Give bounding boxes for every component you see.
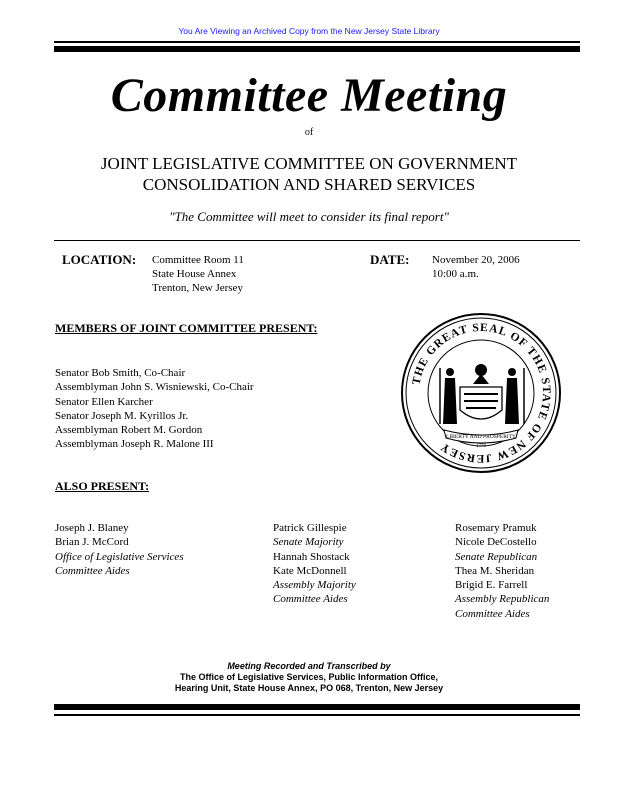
member-name: Assemblyman Robert M. Gordon [55, 424, 203, 437]
archive-notice: You Are Viewing an Archived Copy from the New Jersey State Library [178, 26, 440, 36]
location-line: Committee Room 11 [152, 254, 244, 266]
also-present-heading: ALSO PRESENT: [55, 479, 150, 493]
committee-name-line: CONSOLIDATION AND SHARED SERVICES [142, 175, 476, 194]
staff-role: Committee Aides [455, 607, 530, 620]
member-name: Senator Ellen Karcher [55, 395, 153, 408]
seal-year: 1776 [476, 444, 486, 449]
member-name: Senator Joseph M. Kyrillos Jr. [55, 409, 189, 422]
of-label: of [304, 127, 314, 138]
staff-name: Brian J. McCord [55, 536, 129, 549]
staff-name: Kate McDonnell [273, 564, 347, 577]
staff-name: Thea M. Sheridan [455, 564, 535, 577]
page-title: Committee Meeting [110, 69, 508, 122]
member-name: Assemblyman John S. Wisniewski, Co-Chair [55, 381, 254, 394]
top-rule-thin [54, 41, 580, 43]
staff-name: Nicole DeCostello [455, 536, 537, 549]
credit-line: The Office of Legislative Services, Public Information Office, [179, 672, 439, 682]
section-divider [54, 240, 580, 241]
staff-name: Hannah Shostack [273, 550, 350, 563]
staff-name: Rosemary Pramuk [455, 522, 537, 534]
staff-role: Office of Legislative Services [55, 550, 184, 563]
location-line: Trenton, New Jersey [152, 282, 243, 294]
members-heading: MEMBERS OF JOINT COMMITTEE PRESENT: [55, 321, 318, 335]
transcription-credit [0, 661, 618, 694]
staff-role: Senate Republican [455, 550, 538, 563]
staff-role: Assembly Republican [455, 593, 550, 606]
member-name: Senator Bob Smith, Co-Chair [55, 367, 186, 379]
staff-role: Committee Aides [273, 593, 348, 606]
committee-name-line: JOINT LEGISLATIVE COMMITTEE ON GOVERNMENT [100, 154, 518, 173]
date-label: DATE: [370, 252, 410, 267]
date-line: 10:00 a.m. [432, 268, 479, 280]
credit-line: Meeting Recorded and Transcribed by [227, 661, 391, 671]
date-value [432, 253, 520, 281]
location-value [152, 253, 244, 295]
credit-line: Hearing Unit, State House Annex, PO 068, Trenton, New Jersey [174, 683, 444, 693]
seal-text: THE GREAT SEAL OF THE STATE OF NEW JERSEY [410, 321, 553, 465]
staff-name: Patrick Gillespie [273, 522, 347, 534]
also-present-col-3 [455, 521, 549, 621]
state-seal-icon [400, 312, 562, 474]
location-line: State House Annex [152, 268, 237, 280]
staff-role: Assembly Majority [273, 579, 356, 592]
date-line: November 20, 2006 [432, 254, 520, 266]
members-list [55, 366, 254, 452]
staff-role: Senate Majority [273, 536, 344, 549]
member-name: Assemblyman Joseph R. Malone III [55, 438, 214, 451]
committee-name [0, 153, 618, 195]
also-present-col-1 [55, 521, 184, 578]
meeting-purpose: "The Committee will meet to consider its final report" [169, 209, 449, 224]
top-rule-thick [54, 46, 580, 52]
staff-role: Committee Aides [55, 564, 130, 577]
also-present-col-2 [273, 521, 356, 607]
location-label: LOCATION: [62, 252, 137, 267]
seal-ribbon: LIBERTY AND PROSPERITY [445, 434, 517, 440]
bottom-rule-thin [54, 714, 580, 716]
staff-name: Brigid E. Farrell [455, 579, 528, 592]
staff-name: Joseph J. Blaney [55, 522, 129, 534]
bottom-rule-thick [54, 704, 580, 710]
